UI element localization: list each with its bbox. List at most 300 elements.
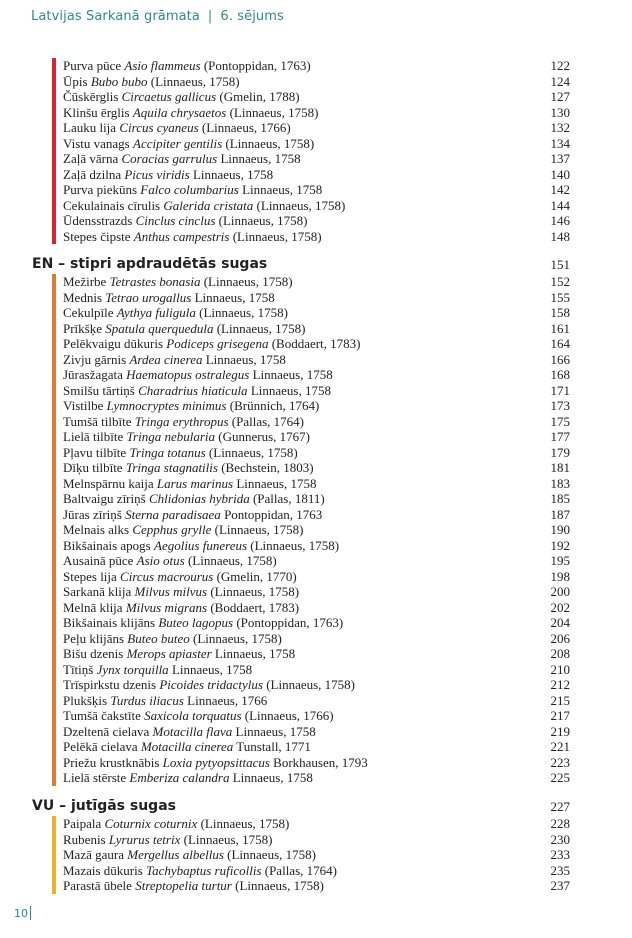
common-name: Pelēkā cielava bbox=[63, 739, 138, 754]
species-name bbox=[63, 615, 343, 631]
species-name bbox=[63, 553, 277, 569]
section-heading bbox=[32, 256, 570, 274]
species-name bbox=[63, 445, 298, 461]
species-name bbox=[63, 151, 301, 167]
common-name: Melnā klija bbox=[63, 599, 123, 615]
toc-entry[interactable] bbox=[63, 120, 570, 136]
common-name: Zaļā vārna bbox=[63, 151, 119, 166]
page-number-ref: 173 bbox=[550, 398, 570, 413]
page-number-ref: 127 bbox=[550, 89, 570, 104]
species-name bbox=[63, 507, 322, 523]
toc-entry[interactable] bbox=[63, 553, 570, 569]
common-name: Vistilbe bbox=[63, 398, 104, 413]
common-name: Tumšā tilbīte bbox=[63, 413, 132, 429]
toc-entry[interactable] bbox=[63, 58, 570, 74]
latin-name: Aegolius funereus bbox=[154, 537, 248, 553]
species-name bbox=[63, 74, 240, 90]
authority: Linnaeus, 1766 bbox=[187, 692, 268, 708]
toc-entry[interactable] bbox=[63, 229, 570, 245]
latin-name: Podiceps grisegena bbox=[166, 336, 269, 351]
authority: (Gmelin, 1788) bbox=[219, 89, 300, 104]
page-number-ref: 124 bbox=[550, 73, 570, 89]
common-name: Jūrasžagata bbox=[63, 367, 123, 382]
authority: (Gmelin, 1770) bbox=[216, 568, 297, 584]
latin-name: Anthus campestris bbox=[133, 228, 230, 244]
toc-entry[interactable] bbox=[63, 507, 570, 523]
common-name: Mazā gaura bbox=[63, 847, 124, 862]
common-name: Lielā stērste bbox=[63, 770, 127, 785]
common-name: Priežu krustknābis bbox=[63, 754, 160, 770]
toc-entry[interactable] bbox=[63, 136, 570, 152]
authority: (Linnaeus, 1758) bbox=[235, 878, 324, 893]
species-name bbox=[63, 105, 318, 121]
species-name bbox=[63, 198, 345, 214]
species-name bbox=[63, 352, 286, 368]
toc-entry[interactable] bbox=[63, 74, 570, 90]
toc-entry[interactable] bbox=[63, 863, 570, 879]
common-name: Paipala bbox=[63, 816, 102, 831]
species-name bbox=[63, 693, 267, 709]
authority: (Linnaeus, 1758) bbox=[150, 73, 240, 89]
authority: (Pontoppidan, 1763) bbox=[203, 58, 311, 73]
page-number-ref: 166 bbox=[550, 351, 570, 367]
toc-entry[interactable] bbox=[63, 274, 570, 290]
common-name: Trīspirkstu dzenis bbox=[63, 677, 157, 692]
common-name: Smilšu tārtiņš bbox=[63, 382, 135, 398]
toc-entry[interactable] bbox=[63, 615, 570, 631]
authority: (Pontoppidan, 1763) bbox=[236, 615, 344, 630]
page-number-ref: 158 bbox=[550, 305, 570, 320]
species-name bbox=[63, 677, 355, 693]
toc-entry[interactable] bbox=[63, 352, 570, 368]
species-name bbox=[63, 182, 322, 198]
authority: (Linnaeus, 1766) bbox=[244, 708, 334, 723]
toc-entry[interactable] bbox=[63, 182, 570, 198]
species-name bbox=[63, 522, 303, 538]
authority: (Linnaeus, 1766) bbox=[201, 120, 291, 135]
common-name: Čūskērglis bbox=[63, 89, 119, 104]
species-name bbox=[63, 832, 272, 848]
authority: (Linnaeus, 1758) bbox=[266, 677, 355, 692]
latin-name: Tringa erythropus bbox=[134, 413, 229, 429]
common-name: Stepes lija bbox=[63, 568, 117, 584]
toc-entry[interactable] bbox=[63, 878, 570, 894]
header-separator: | bbox=[207, 9, 213, 24]
common-name: Dīķu tilbīte bbox=[63, 460, 123, 475]
latin-name: Sterna paradisaea bbox=[125, 506, 221, 522]
latin-name: Buteo lagopus bbox=[158, 615, 234, 630]
page-number-ref: 155 bbox=[550, 289, 570, 305]
page-number-ref: 181 bbox=[550, 460, 570, 475]
toc-entry[interactable] bbox=[63, 89, 570, 105]
toc-entry[interactable] bbox=[63, 770, 570, 786]
latin-name: Tachybaptus ruficollis bbox=[146, 862, 262, 878]
authority: Linnaeus, 1758 bbox=[252, 367, 333, 382]
page-number-ref: 140 bbox=[550, 166, 570, 182]
latin-name: Larus marinus bbox=[156, 475, 234, 491]
species-name bbox=[63, 89, 300, 105]
authority: (Linnaeus, 1758) bbox=[218, 213, 308, 228]
authority: Linnaeus, 1758 bbox=[192, 166, 274, 182]
authority: (Pallas, 1764) bbox=[231, 413, 305, 429]
toc-entry[interactable] bbox=[63, 646, 570, 662]
common-name: Klinšu ērglis bbox=[63, 104, 130, 120]
authority: Linnaeus, 1758 bbox=[194, 289, 275, 305]
authority: Linnaeus, 1758 bbox=[220, 151, 301, 166]
toc-entry[interactable] bbox=[63, 290, 570, 306]
latin-name: Lyrurus tetrix bbox=[108, 831, 181, 847]
latin-name: Charadrius hiaticula bbox=[138, 382, 248, 398]
page-number-ref: 144 bbox=[550, 197, 570, 213]
authority: (Linnaeus, 1758) bbox=[227, 847, 316, 862]
authority: (Linnaeus, 1758) bbox=[229, 104, 319, 120]
authority: (Linnaeus, 1758) bbox=[256, 197, 346, 213]
page-number-ref: 146 bbox=[550, 213, 570, 228]
volume-label: 6. sējums bbox=[220, 9, 284, 24]
authority: Linnaeus, 1758 bbox=[214, 646, 296, 661]
section-heading-text: EN – stipri apdraudētās sugas bbox=[32, 256, 268, 272]
page-number-ref: 206 bbox=[550, 630, 570, 646]
authority: (Boddaert, 1783) bbox=[271, 336, 361, 351]
toc-entry[interactable] bbox=[63, 600, 570, 616]
common-name: Parastā ūbele bbox=[63, 878, 132, 893]
footer-rule bbox=[30, 906, 31, 920]
page-number-ref: 200 bbox=[550, 584, 570, 599]
toc-entry[interactable] bbox=[63, 569, 570, 585]
authority: (Linnaeus, 1758) bbox=[214, 522, 304, 537]
latin-name: Mergellus albellus bbox=[127, 847, 224, 862]
page-number-ref: 198 bbox=[550, 568, 570, 584]
species-name bbox=[63, 383, 331, 399]
authority: Linnaeus, 1758 bbox=[250, 382, 331, 398]
common-name: Purva pūce bbox=[63, 58, 122, 73]
species-name bbox=[63, 724, 316, 740]
latin-name: Emberiza calandra bbox=[129, 770, 230, 785]
toc-entry[interactable] bbox=[63, 708, 570, 724]
toc-entry[interactable] bbox=[63, 476, 570, 492]
toc-entry[interactable] bbox=[63, 383, 570, 399]
species-name bbox=[63, 398, 319, 414]
species-name bbox=[63, 646, 295, 662]
latin-name: Lymnocryptes minimus bbox=[106, 398, 227, 413]
species-name bbox=[63, 755, 368, 771]
latin-name: Circus cyaneus bbox=[119, 120, 199, 135]
toc-entry[interactable] bbox=[63, 755, 570, 771]
authority: (Linnaeus, 1758) bbox=[216, 320, 306, 336]
page-number-ref: 215 bbox=[550, 692, 570, 708]
book-title: Latvijas Sarkanā grāmata bbox=[31, 9, 200, 24]
latin-name: Tringa stagnatilis bbox=[125, 460, 218, 475]
authority: Pontoppidan, 1763 bbox=[224, 506, 323, 522]
common-name: Bikšainais klijāns bbox=[63, 615, 156, 630]
species-name bbox=[63, 491, 325, 507]
species-name bbox=[63, 167, 273, 183]
common-name: Zivju gārnis bbox=[63, 351, 127, 367]
species-name bbox=[63, 460, 314, 476]
toc-entry[interactable] bbox=[63, 213, 570, 229]
toc-entry[interactable] bbox=[63, 198, 570, 214]
authority: (Pallas, 1811) bbox=[252, 491, 325, 506]
toc-entry[interactable] bbox=[63, 105, 570, 121]
common-name: Stepes čipste bbox=[63, 228, 131, 244]
authority: (Gunnerus, 1767) bbox=[218, 429, 311, 444]
latin-name: Galerida cristata bbox=[163, 197, 254, 213]
common-name: Plukšķis bbox=[63, 692, 108, 708]
species-name bbox=[63, 847, 316, 863]
species-name bbox=[63, 429, 310, 445]
latin-name: Aythya fuligula bbox=[116, 305, 196, 320]
latin-name: Cinclus cinclus bbox=[135, 213, 216, 228]
toc-entry[interactable] bbox=[63, 414, 570, 430]
toc-entry[interactable] bbox=[63, 832, 570, 848]
authority: (Bechstein, 1803) bbox=[221, 460, 314, 475]
authority: (Brünnich, 1764) bbox=[229, 398, 320, 413]
common-name: Lielā tilbīte bbox=[63, 429, 124, 444]
page-number-ref: 152 bbox=[550, 274, 570, 289]
species-name bbox=[63, 816, 289, 832]
species-name bbox=[63, 476, 317, 492]
latin-name: Accipiter gentilis bbox=[133, 135, 223, 151]
page-number: 10 bbox=[14, 907, 28, 920]
latin-name: Circus macrourus bbox=[120, 568, 214, 584]
latin-name: Coturnix coturnix bbox=[104, 816, 198, 831]
latin-name: Jynx torquilla bbox=[96, 661, 169, 677]
authority: (Linnaeus, 1758) bbox=[232, 228, 322, 244]
latin-name: Circaetus gallicus bbox=[121, 89, 217, 104]
authority: Linnaeus, 1758 bbox=[242, 182, 323, 197]
common-name: Melnais alks bbox=[63, 522, 130, 537]
page-number-ref: 217 bbox=[550, 708, 570, 723]
latin-name: Picoides tridactylus bbox=[159, 677, 263, 692]
page-number-ref: 142 bbox=[550, 182, 570, 197]
authority: (Linnaeus, 1758) bbox=[200, 816, 290, 831]
common-name: Cekulpīle bbox=[63, 305, 114, 320]
common-name: Rubenis bbox=[63, 831, 106, 847]
latin-name: Chlidonias hybrida bbox=[148, 491, 250, 506]
page-number-ref: 134 bbox=[550, 135, 570, 151]
authority: (Linnaeus, 1758) bbox=[203, 274, 293, 289]
latin-name: Ardea cinerea bbox=[129, 351, 203, 367]
species-list bbox=[63, 58, 570, 244]
page-number-ref: 223 bbox=[550, 754, 570, 770]
category-color-bar bbox=[52, 816, 56, 894]
species-name bbox=[63, 213, 307, 229]
latin-name: Asio otus bbox=[136, 553, 185, 568]
toc-entry[interactable] bbox=[63, 491, 570, 507]
common-name: Mednis bbox=[63, 289, 102, 305]
toc-entry[interactable] bbox=[63, 522, 570, 538]
toc-entry[interactable] bbox=[63, 693, 570, 709]
authority: Linnaeus, 1758 bbox=[236, 475, 317, 491]
latin-name: Haematopus ostralegus bbox=[126, 367, 250, 382]
common-name: Tītiņš bbox=[63, 661, 94, 677]
toc-entry[interactable] bbox=[63, 538, 570, 554]
latin-name: Asio flammeus bbox=[124, 58, 201, 73]
species-name bbox=[63, 336, 361, 352]
toc-entry[interactable] bbox=[63, 367, 570, 383]
page-number-ref: 161 bbox=[550, 320, 570, 336]
species-name bbox=[63, 136, 314, 152]
page-number-ref: 235 bbox=[550, 862, 570, 878]
latin-name: Motacilla flava bbox=[152, 723, 233, 739]
common-name: Bišu dzenis bbox=[63, 646, 124, 661]
section-heading-text: VU – jutīgās sugas bbox=[32, 798, 176, 814]
page-number-ref: 130 bbox=[550, 104, 570, 120]
latin-name: Aquila chrysaetos bbox=[132, 104, 227, 120]
category-color-bar bbox=[52, 58, 56, 244]
common-name: Cekulainais cīrulis bbox=[63, 197, 161, 213]
page-number-ref: 175 bbox=[550, 413, 570, 429]
latin-name: Tetrao urogallus bbox=[105, 289, 192, 305]
latin-name: Milvus migrans bbox=[125, 599, 208, 615]
common-name: Peļu klijāns bbox=[63, 630, 125, 646]
page-number-ref: 164 bbox=[550, 336, 570, 351]
running-header bbox=[31, 9, 284, 24]
page-number-ref: 210 bbox=[550, 661, 570, 677]
common-name: Zaļā dzilna bbox=[63, 166, 122, 182]
toc-entry[interactable] bbox=[63, 724, 570, 740]
section-heading-page: 227 bbox=[550, 799, 570, 814]
latin-name: Cepphus grylle bbox=[132, 522, 212, 537]
species-list bbox=[63, 274, 570, 786]
authority: (Boddaert, 1783) bbox=[210, 599, 300, 615]
species-name bbox=[63, 321, 306, 337]
species-name bbox=[63, 770, 313, 786]
page-number-ref: 185 bbox=[550, 491, 570, 506]
page-number-ref: 190 bbox=[550, 522, 570, 537]
toc-entry[interactable] bbox=[63, 429, 570, 445]
toc-entry[interactable] bbox=[63, 460, 570, 476]
authority: Borkhausen, 1793 bbox=[273, 754, 368, 770]
species-name bbox=[63, 708, 334, 724]
authority: Linnaeus, 1758 bbox=[235, 723, 316, 739]
authority: (Linnaeus, 1758) bbox=[199, 305, 288, 320]
toc-entry[interactable] bbox=[63, 816, 570, 832]
toc-entry[interactable] bbox=[63, 398, 570, 414]
species-name bbox=[63, 229, 322, 245]
latin-name: Turdus iliacus bbox=[110, 692, 184, 708]
page-number-ref: 225 bbox=[550, 770, 570, 785]
page-number-ref: 168 bbox=[550, 367, 570, 382]
page-number-ref: 195 bbox=[550, 553, 570, 568]
common-name: Lauku lija bbox=[63, 120, 117, 135]
authority: (Linnaeus, 1758) bbox=[208, 444, 298, 460]
common-name: Prīkšķe bbox=[63, 320, 102, 336]
page-number-ref: 233 bbox=[550, 847, 570, 862]
common-name: Baltvaigu zīriņš bbox=[63, 491, 146, 506]
page-number-ref: 219 bbox=[550, 723, 570, 739]
authority: Linnaeus, 1758 bbox=[171, 661, 253, 677]
latin-name: Milvus milvus bbox=[134, 584, 208, 599]
toc-entry[interactable] bbox=[63, 151, 570, 167]
species-name bbox=[63, 569, 297, 585]
latin-name: Falco columbarius bbox=[140, 182, 239, 197]
authority: (Linnaeus, 1758) bbox=[193, 630, 282, 646]
authority: (Linnaeus, 1758) bbox=[183, 831, 273, 847]
page-number-ref: 132 bbox=[550, 120, 570, 135]
common-name: Pelēkvaigu dūkuris bbox=[63, 336, 164, 351]
page-number-ref: 177 bbox=[550, 429, 570, 444]
species-name bbox=[63, 631, 282, 647]
species-name bbox=[63, 305, 288, 321]
toc-entry[interactable] bbox=[63, 584, 570, 600]
latin-name: Picus viridis bbox=[124, 166, 190, 182]
category-color-bar bbox=[52, 274, 56, 786]
species-name bbox=[63, 367, 333, 383]
latin-name: Motacilla cinerea bbox=[140, 739, 234, 754]
common-name: Purva piekūns bbox=[63, 182, 138, 197]
common-name: Vistu vanags bbox=[63, 135, 130, 151]
toc-entry[interactable] bbox=[63, 321, 570, 337]
latin-name: Coracias garrulus bbox=[121, 151, 218, 166]
latin-name: Streptopelia turtur bbox=[135, 878, 232, 893]
page-number-ref: 122 bbox=[550, 58, 570, 73]
page-number-ref: 237 bbox=[550, 878, 570, 893]
toc-entry[interactable] bbox=[63, 739, 570, 755]
page-number-ref: 208 bbox=[550, 646, 570, 661]
species-name bbox=[63, 58, 311, 74]
species-name bbox=[63, 538, 339, 554]
authority: Tunstall, 1771 bbox=[236, 739, 311, 754]
toc-entry[interactable] bbox=[63, 662, 570, 678]
page-number-ref: 187 bbox=[550, 506, 570, 522]
species-name bbox=[63, 584, 299, 600]
authority: (Linnaeus, 1758) bbox=[210, 584, 300, 599]
common-name: Bikšainais apogs bbox=[63, 537, 151, 553]
common-name: Mazais dūkuris bbox=[63, 862, 143, 878]
toc-entry[interactable] bbox=[63, 631, 570, 647]
toc-entry[interactable] bbox=[63, 677, 570, 693]
common-name: Melnspārnu kaija bbox=[63, 475, 154, 491]
page-number-ref: 171 bbox=[550, 382, 570, 398]
common-name: Dzeltenā cielava bbox=[63, 723, 150, 739]
toc-entry[interactable] bbox=[63, 305, 570, 321]
page-number-ref: 202 bbox=[550, 599, 570, 615]
species-name bbox=[63, 290, 275, 306]
page-number-ref: 228 bbox=[550, 816, 570, 831]
species-name bbox=[63, 878, 324, 894]
page-number-ref: 212 bbox=[550, 677, 570, 692]
common-name: Pļavu tilbīte bbox=[63, 444, 127, 460]
species-name bbox=[63, 662, 252, 678]
common-name: Ūpis bbox=[63, 73, 88, 89]
toc-entry[interactable] bbox=[63, 336, 570, 352]
section-heading bbox=[32, 798, 570, 816]
page-number-ref: 179 bbox=[550, 444, 570, 460]
latin-name: Saxicola torquatus bbox=[144, 708, 242, 723]
species-name bbox=[63, 863, 337, 879]
page-number-ref: 192 bbox=[550, 537, 570, 553]
common-name: Ūdensstrazds bbox=[63, 213, 133, 228]
toc-entry[interactable] bbox=[63, 445, 570, 461]
toc-entry[interactable] bbox=[63, 847, 570, 863]
species-name bbox=[63, 600, 299, 616]
latin-name: Loxia pytyopsittacus bbox=[162, 754, 270, 770]
authority: (Linnaeus, 1758) bbox=[250, 537, 340, 553]
authority: Linnaeus, 1758 bbox=[205, 351, 286, 367]
species-list bbox=[63, 816, 570, 894]
species-name bbox=[63, 274, 293, 290]
common-name: Mežirbe bbox=[63, 274, 107, 289]
common-name: Jūras zīriņš bbox=[63, 506, 122, 522]
authority: (Linnaeus, 1758) bbox=[187, 553, 277, 568]
page-number-ref: 221 bbox=[550, 739, 570, 754]
page-number-ref: 183 bbox=[550, 475, 570, 491]
toc-entry[interactable] bbox=[63, 167, 570, 183]
authority: (Linnaeus, 1758) bbox=[225, 135, 315, 151]
latin-name: Spatula querquedula bbox=[105, 320, 214, 336]
page-number-ref: 137 bbox=[550, 151, 570, 166]
